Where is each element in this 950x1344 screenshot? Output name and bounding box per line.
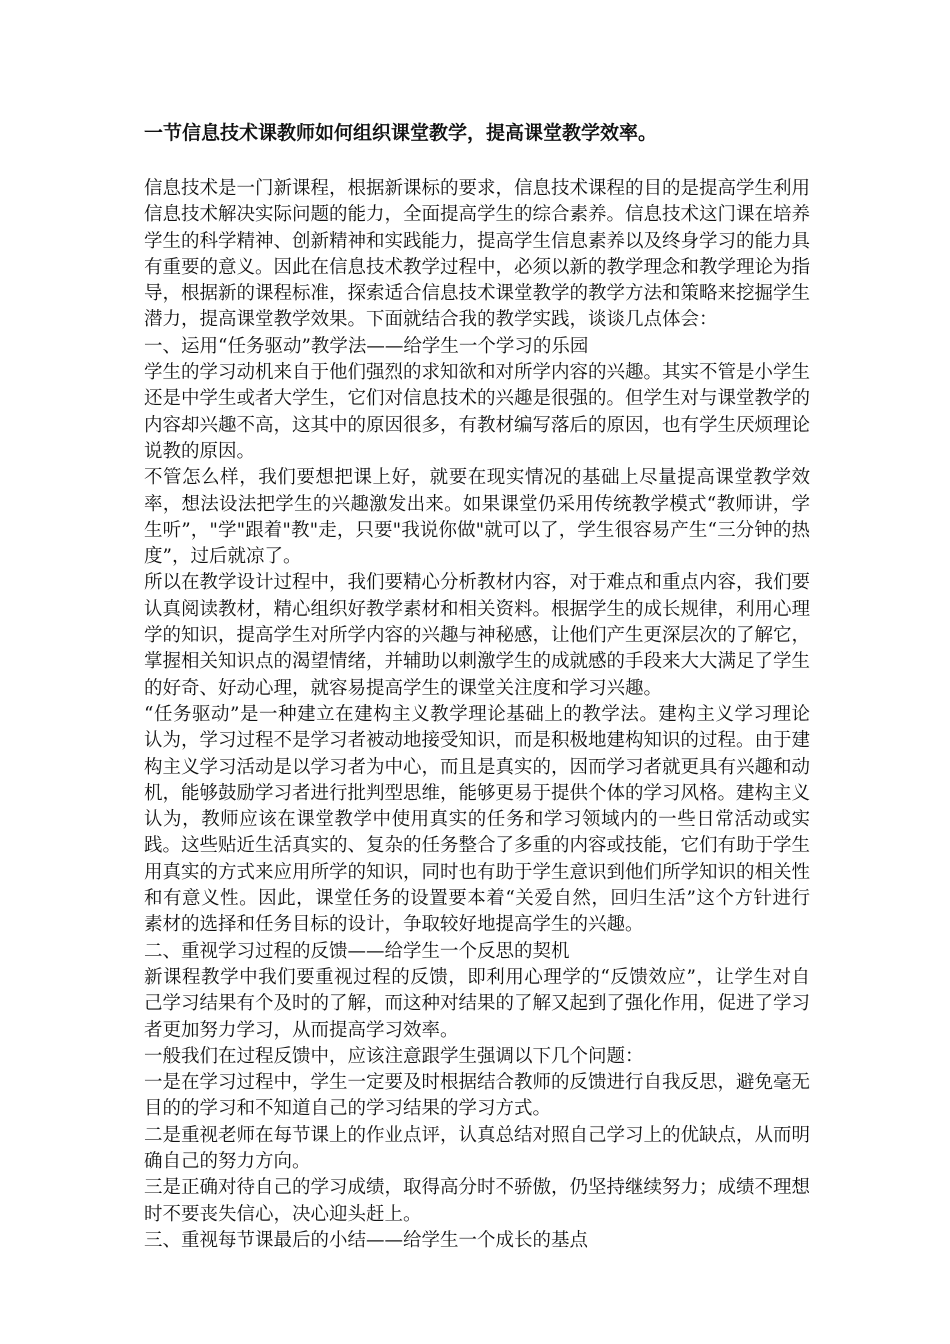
paragraph-intro: 信息技术是一门新课程，根据新课标的要求，信息技术课程的目的是提高学生利用信息技术解决实际问题的能力，全面提高学生的综合素养。信息技术这门课在培养学生的科学精神、创新精神和实践能力，提高学生信息素养以及终身学习的能力具有重要的意义。因此在信息技术教学过程中，必须以新的教学理念和教学理论为指导，根据新的课程标准，探索适合信息技术课堂教学的教学方法和策略来挖掘学生潜力，提高课堂教学效果。下面就结合我的教学实践，谈谈几点体会： [144,178,811,331]
document-page [144,118,810,1254]
title-spacer [144,148,810,176]
paragraph-interest: 不管怎么样，我们要想把课上好，就要在现实情况的基础上尽量提高课堂教学效率，想法设法把学生的兴趣激发出来。如果课堂仍采用传统教学模式“教师讲，学生听”，"学"跟着"教"走，只要"我说你做"就可以了，学生很容易产生“三分钟的热度”，过后就凉了。 [144,467,810,568]
paragraph-point-3: 三是正确对待自己的学习成绩，取得高分时不骄傲，仍坚持继续努力；成绩不理想时不要丧失信心，决心迎头赶上。 [144,1177,811,1225]
paragraph-task-driven: “任务驱动”是一种建立在建构主义教学理论基础上的教学法。建构主义学习理论认为，学习过程不是学习者被动地接受知识，而是积极地建构知识的过程。由于建构主义学习活动是以学习者为中心，而且是真实的，因而学习者就更具有兴趣和动机，能够鼓励学习者进行批判型思维，能够更易于提供个体的学习风格。建构主义认为，教师应该在课堂教学中使用真实的任务和学习领域内的一些日常活动或实践。这些贴近生活真实的、复杂的任务整合了多重的内容或技能，它们有助于学生用真实的方式来应用所学的知识，同时也有助于学生意识到他们所学知识的相关性和有意义性。因此，课堂任务的设置要本着“关爱自然，回归生活”这个方针进行素材的选择和任务目标的设计，争取较好地提高学生的兴趣。 [144,703,811,936]
section-heading-2: 二、重视学习过程的反馈——给学生一个反思的契机 [144,940,570,962]
paragraph-feedback: 新课程教学中我们要重视过程的反馈，即利用心理学的“反馈效应”，让学生对自己学习结果有个及时的了解，而这种对结果的了解又起到了强化作用，促进了学习者更加努力学习，从而提高学习效率。 [144,966,811,1041]
paragraph-motivation: 学生的学习动机来自于他们强烈的求知欲和对所学内容的兴趣。其实不管是小学生还是中学生或者大学生，它们对信息技术的兴趣是很强的。但学生对与课堂教学的内容却兴趣不高，这其中的原因很多，有教材编写落后的原因，也有学生厌烦理论说教的原因。 [144,362,811,462]
paragraph-design: 所以在教学设计过程中，我们要精心分析教材内容，对于难点和重点内容，我们要认真阅读教材，精心组织好教学素材和相关资料。根据学生的成长规律，利用心理学的知识，提高学生对所学内容的兴趣与神秘感，让他们产生更深层次的了解它，掌握相关知识点的渴望情绪，并辅助以刺激学生的成就感的手段来大大满足了学生的好奇、好动心理，就容易提高学生的课堂关注度和学习兴趣。 [144,572,811,699]
section-heading-1: 一、运用“任务驱动”教学法——给学生一个学习的乐园 [144,335,589,357]
paragraph-feedback-intro: 一般我们在过程反馈中，应该注意跟学生强调以下几个问题： [144,1045,644,1067]
paragraph-point-1: 一是在学习过程中，学生一定要及时根据结合教师的反馈进行自我反思，避免毫无目的的学习和不知道自己的学习结果的学习方式。 [144,1072,811,1120]
paragraph-point-2: 二是重视老师在每节课上的作业点评，认真总结对照自己学习上的优缺点，从而明确自己的努力方向。 [144,1124,811,1172]
document-title: 一节信息技术课教师如何组织课堂教学，提高课堂教学效率。 [144,122,658,144]
section-heading-3: 三、重视每节课最后的小结——给学生一个成长的基点 [144,1229,589,1251]
